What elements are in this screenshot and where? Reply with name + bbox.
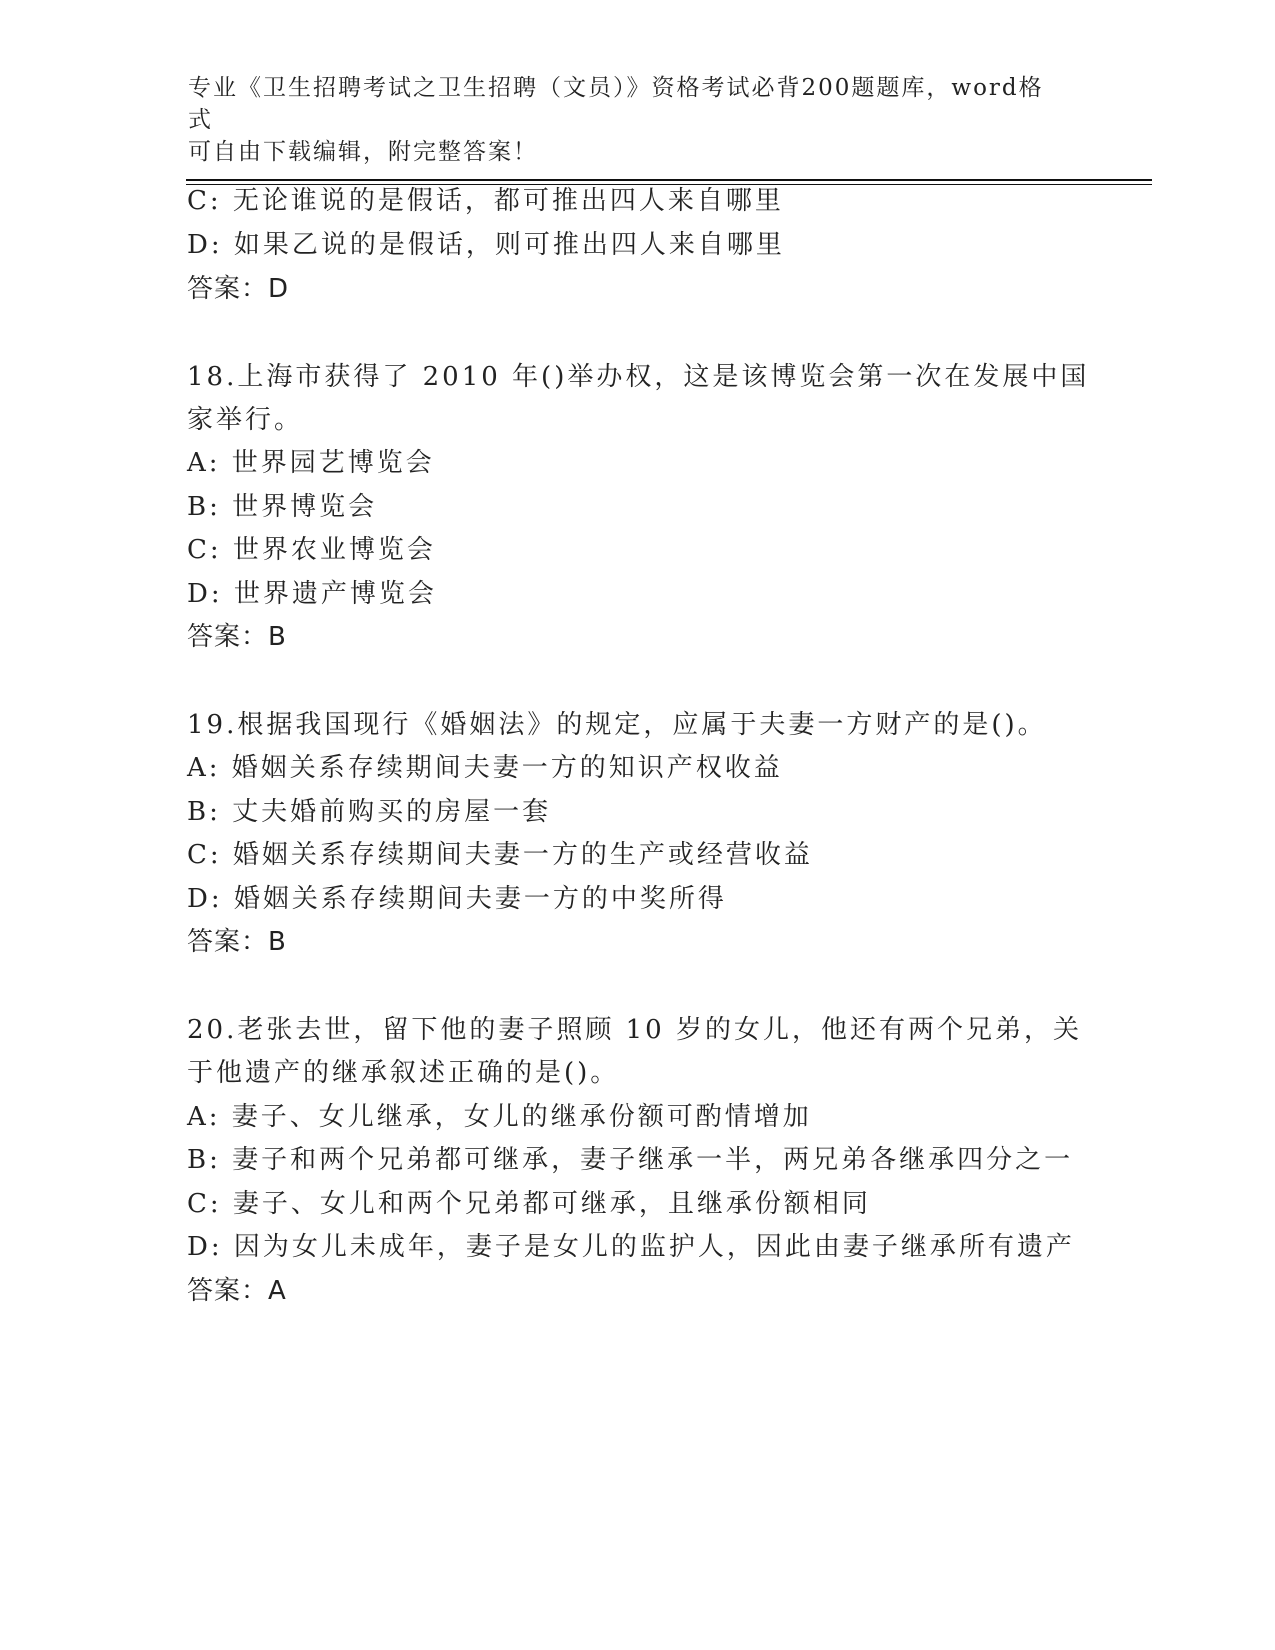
q20-stem-line-1: 20.老张去世，留下他的妻子照顾 10 岁的女儿，他还有两个兄弟，关 bbox=[187, 1015, 1082, 1045]
q19-option-a: A: 婚姻关系存续期间夫妻一方的知识产权收益 bbox=[187, 753, 783, 783]
q19-option-b: B: 丈夫婚前购买的房屋一套 bbox=[187, 797, 552, 827]
document-header bbox=[188, 72, 1068, 168]
q20-option-c: C: 妻子、女儿和两个兄弟都可继承，且继承份额相同 bbox=[187, 1189, 871, 1219]
q17-option-c: C: 无论谁说的是假话，都可推出四人来自哪里 bbox=[187, 186, 784, 216]
q19-stem-line-1: 19.根据我国现行《婚姻法》的规定，应属于夫妻一方财产的是()。 bbox=[187, 710, 1047, 740]
q18-option-c: C: 世界农业博览会 bbox=[187, 535, 436, 565]
q18-stem-line-1: 18.上海市获得了 2010 年()举办权，这是该博览会第一次在发展中国 bbox=[187, 362, 1090, 392]
q17-answer: 答案：D bbox=[187, 274, 290, 304]
q20-option-a: A: 妻子、女儿继承，女儿的继承份额可酌情增加 bbox=[187, 1102, 812, 1132]
q18-option-a: A: 世界园艺博览会 bbox=[187, 448, 435, 478]
q19-answer: 答案：B bbox=[187, 927, 287, 957]
q18-stem-line-2: 家举行。 bbox=[187, 405, 304, 435]
header-line-1: 专业《卫生招聘考试之卫生招聘（文员）》资格考试必背200题题库，word格式 bbox=[188, 75, 1044, 133]
q20-option-d: D: 因为女儿未成年，妻子是女儿的监护人，因此由妻子继承所有遗产 bbox=[187, 1232, 1075, 1262]
q18-option-b: B: 世界博览会 bbox=[187, 492, 378, 522]
q18-answer: 答案：B bbox=[187, 622, 287, 652]
q19-option-d: D: 婚姻关系存续期间夫妻一方的中奖所得 bbox=[187, 884, 727, 914]
q20-answer: 答案：A bbox=[187, 1276, 287, 1306]
q20-option-b: B: 妻子和两个兄弟都可继承，妻子继承一半，两兄弟各继承四分之一 bbox=[187, 1145, 1074, 1175]
q17-option-d: D: 如果乙说的是假话，则可推出四人来自哪里 bbox=[187, 230, 785, 260]
q18-option-d: D: 世界遗产博览会 bbox=[187, 579, 437, 609]
q19-option-c: C: 婚姻关系存续期间夫妻一方的生产或经营收益 bbox=[187, 840, 813, 870]
header-line-2: 可自由下载编辑，附完整答案！ bbox=[188, 139, 538, 165]
q20-stem-line-2: 于他遗产的继承叙述正确的是()。 bbox=[187, 1058, 620, 1088]
